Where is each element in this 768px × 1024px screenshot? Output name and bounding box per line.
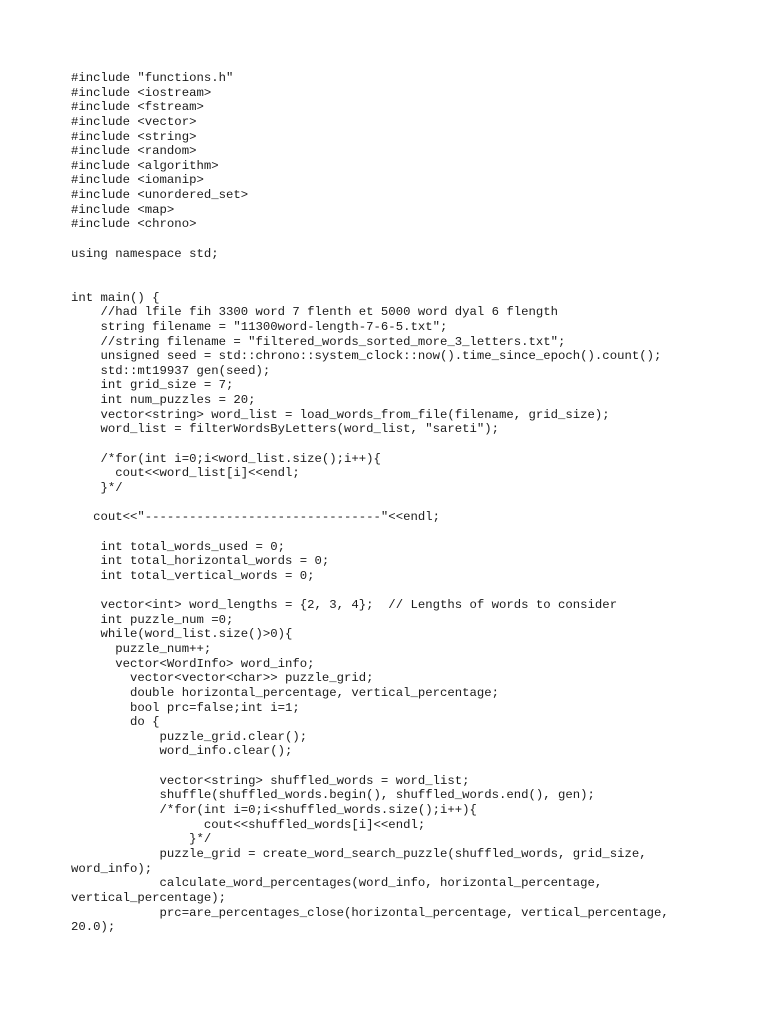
code-line: int grid_size = 7; [71, 378, 234, 393]
code-line [71, 261, 721, 276]
code-line: unsigned seed = std::chrono::system_clock::now().time_since_epoch().count(); [71, 349, 662, 364]
code-line: puzzle_num++; [71, 641, 212, 656]
code-line [71, 583, 721, 598]
code-line: /*for(int i=0;i<shuffled_words.size();i++){ [71, 803, 477, 818]
code-line: vector<vector<char>> puzzle_grid; [71, 671, 374, 686]
code-line: string filename = "11300word-length-7-6-5.txt"; [71, 319, 448, 334]
code-line: do { [71, 715, 160, 730]
code-line: puzzle_grid = create_word_search_puzzle(shuffled_words, grid_size, [71, 846, 647, 861]
code-line: int total_horizontal_words = 0; [71, 554, 330, 569]
code-line: bool prc=false;int i=1; [71, 700, 300, 715]
code-line: int total_vertical_words = 0; [71, 568, 315, 583]
code-line: prc=are_percentages_close(horizontal_percentage, vertical_percentage, [71, 905, 669, 920]
code-line: cout<<"--------------------------------"<<endl; [71, 510, 440, 525]
code-line: //string filename = "filtered_words_sorted_more_3_letters.txt"; [71, 334, 566, 349]
code-line: int num_puzzles = 20; [71, 393, 256, 408]
code-line: }*/ [71, 480, 123, 495]
code-line [71, 759, 721, 774]
code-line [71, 276, 721, 291]
code-line: #include <unordered_set> [71, 188, 249, 203]
code-line: vertical_percentage); [71, 890, 226, 905]
code-line: 20.0); [71, 920, 116, 935]
code-line: }*/ [71, 832, 212, 847]
code-line: #include <string> [71, 129, 197, 144]
code-line: #include <iostream> [71, 85, 212, 100]
code-line: #include <map> [71, 202, 175, 217]
code-listing [71, 71, 721, 935]
code-line: double horizontal_percentage, vertical_percentage; [71, 685, 500, 700]
code-line: #include <vector> [71, 114, 197, 129]
code-line: /*for(int i=0;i<word_list.size();i++){ [71, 451, 381, 466]
code-line: word_info); [71, 861, 153, 876]
code-line: #include <algorithm> [71, 158, 219, 173]
code-line: vector<string> shuffled_words = word_list; [71, 773, 470, 788]
code-line: int total_words_used = 0; [71, 539, 286, 554]
code-line: puzzle_grid.clear(); [71, 729, 308, 744]
code-line: vector<WordInfo> word_info; [71, 656, 315, 671]
code-line: int puzzle_num =0; [71, 612, 234, 627]
code-line [71, 525, 721, 540]
code-line: vector<int> word_lengths = {2, 3, 4}; // Lengths of words to consider [71, 598, 618, 613]
code-line: #include <fstream> [71, 100, 204, 115]
code-line: vector<string> word_list = load_words_from_file(filename, grid_size); [71, 407, 610, 422]
code-line [71, 437, 721, 452]
code-line: word_info.clear(); [71, 744, 293, 759]
code-line: #include <random> [71, 144, 197, 159]
code-line: #include "functions.h" [71, 71, 234, 85]
code-line [71, 496, 721, 511]
code-line: cout<<shuffled_words[i]<<endl; [71, 817, 426, 832]
code-line: #include <chrono> [71, 217, 197, 232]
code-line: word_list = filterWordsByLetters(word_list, "sareti"); [71, 422, 500, 437]
code-line: std::mt19937 gen(seed); [71, 363, 271, 378]
code-line: calculate_word_percentages(word_info, horizontal_percentage, [71, 876, 603, 891]
code-line: #include <iomanip> [71, 173, 204, 188]
code-line: int main() { [71, 290, 160, 305]
code-line: //had lfile fih 3300 word 7 flenth et 5000 word dyal 6 flength [71, 305, 559, 320]
code-line [71, 232, 721, 247]
code-line: using namespace std; [71, 246, 219, 261]
code-line: shuffle(shuffled_words.begin(), shuffled_words.end(), gen); [71, 788, 595, 803]
code-line: while(word_list.size()>0){ [71, 627, 293, 642]
code-line: cout<<word_list[i]<<endl; [71, 466, 300, 481]
